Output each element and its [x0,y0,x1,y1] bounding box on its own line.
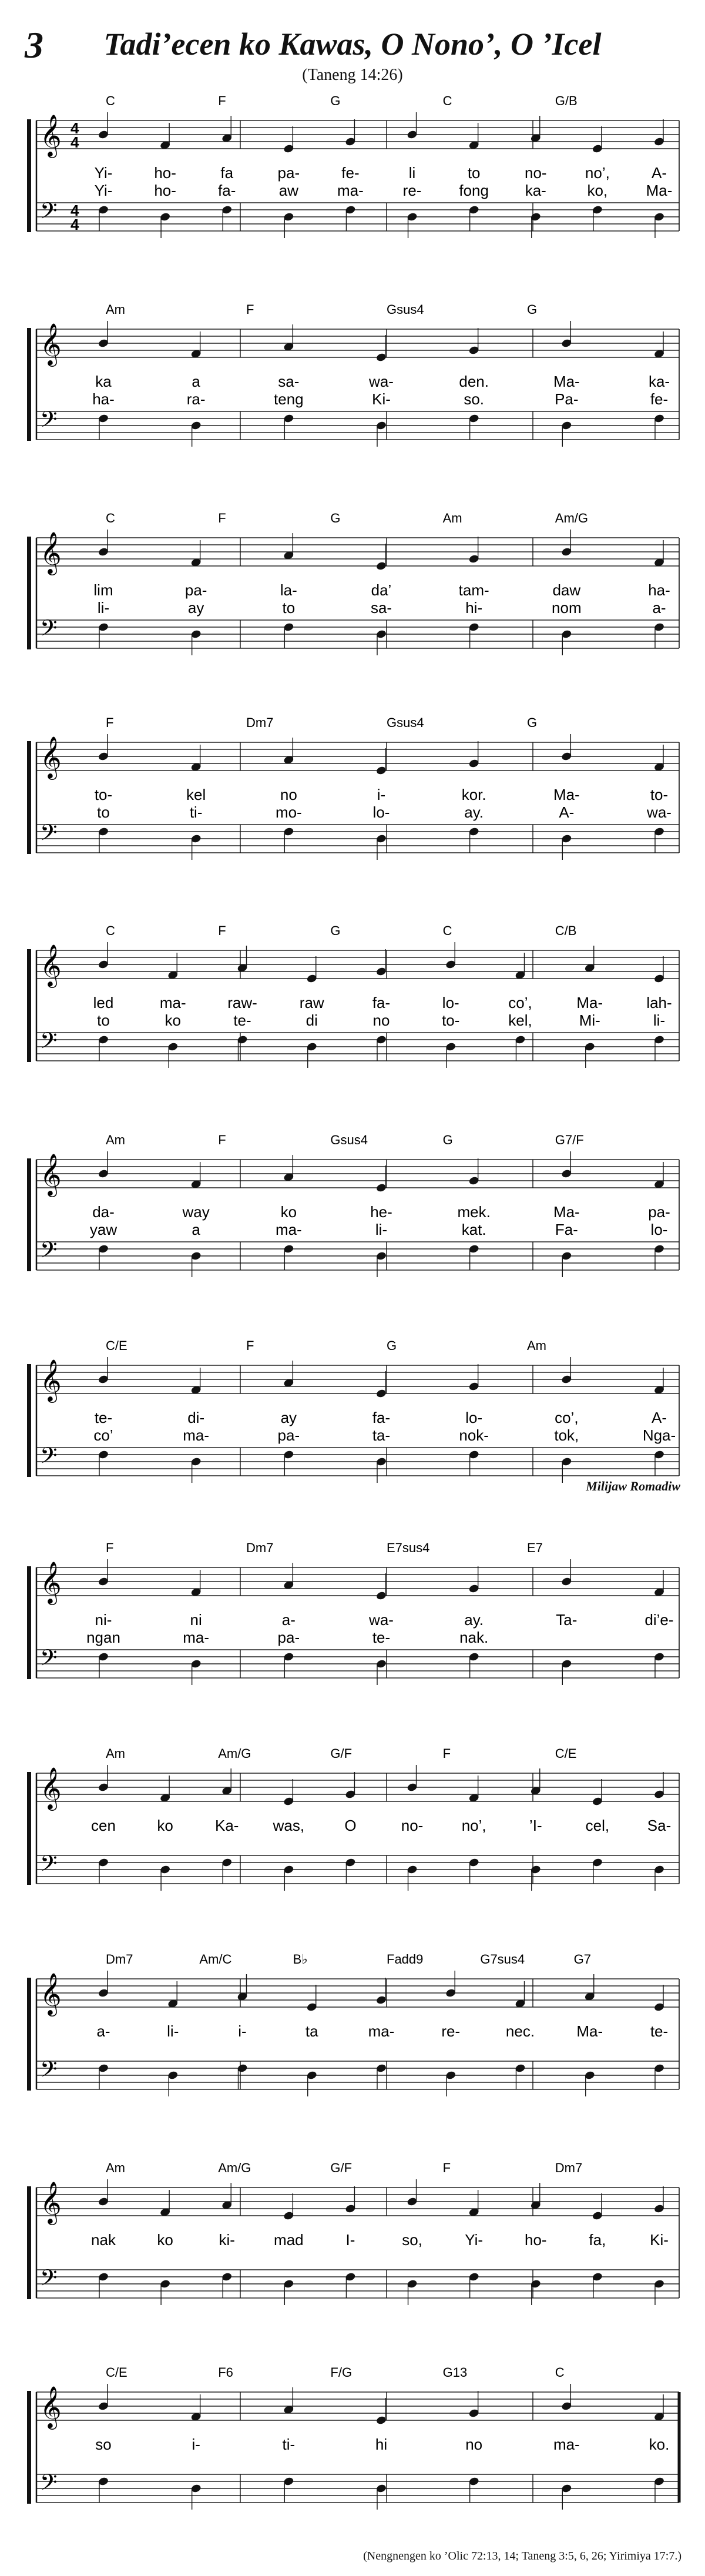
lyric-verse1: Sa- [647,1817,672,1834]
treble-clef: 𝄞 [40,324,62,364]
lyric-verse2: tok, [554,1426,579,1444]
bass-clef: 𝄢 [40,1237,58,1268]
treble-clef: 𝄞 [40,1974,62,2014]
treble-clef: 𝄞 [40,1562,62,1603]
bass-clef: 𝄢 [40,1645,58,1676]
lyric-verse1: ’I- [529,1817,542,1834]
lyric-verse1: ko [157,2231,173,2249]
lyric-verse2: lo- [650,1221,668,1238]
lyric-verse1: di’e- [644,1611,674,1629]
lyric-verse1: ay [280,1409,297,1426]
chord-symbol: G [330,511,341,525]
chord-symbol: C [106,511,115,525]
lyric-verse2: ma- [183,1629,210,1646]
lyric-verse1: wa- [369,373,394,390]
chord-symbol: F/G [330,2365,352,2380]
chord-symbol: G13 [442,2365,468,2380]
lyric-verse1: ni [190,1611,202,1629]
chord-symbol: C [442,923,452,938]
lyric-verse1: ki- [219,2231,235,2249]
treble-clef: 𝄞 [40,532,62,573]
hymn-number: 3 [25,24,43,66]
chord-symbol: C [442,93,452,108]
lyric-verse2: Fa- [555,1221,578,1238]
chord-symbol: F [246,1338,254,1353]
lyric-verse1: nec. [505,2022,535,2040]
chord-symbol: Am [442,511,462,525]
lyric-verse1: ma- [553,2436,580,2453]
chord-symbol: Am [106,1746,125,1761]
lyric-verse1: O [344,1817,357,1834]
music-system [24,2152,682,2332]
chord-symbol: G7 [573,1952,592,1967]
lyric-verse1: nak [91,2231,116,2249]
lyric-verse1: no- [401,1817,424,1834]
chord-symbol: E7sus4 [387,1540,430,1555]
lyric-verse2: Ma- [646,182,673,199]
chord-symbol: Am [106,302,125,317]
lyric-verse1: mek. [457,1203,491,1221]
chord-symbol: F [442,2160,451,2175]
lyric-verse2: re- [402,182,422,199]
lyric-verse1: Ma- [576,994,603,1011]
lyric-verse2: wa- [647,803,672,821]
lyric-verse1: no- [524,164,547,182]
chord-symbol: F [106,1540,114,1555]
chord-symbol: F [442,1746,451,1761]
lyric-verse1: Ma- [553,373,580,390]
lyric-verse2: kel, [508,1011,532,1029]
lyric-verse1: i- [238,2022,247,2040]
lyric-verse2: fe- [650,390,669,408]
lyric-verse2: teng [274,390,304,408]
chord-symbol: C/B [555,923,577,938]
lyric-verse1: led [93,994,114,1011]
music-system-staff [24,2152,682,2329]
chord-symbol: C/E [106,1338,127,1353]
lyric-verse1: raw- [227,994,257,1011]
lyric-verse2: ti- [189,803,203,821]
lyric-verse1: fa, [589,2231,606,2249]
lyric-verse1: lo- [442,994,459,1011]
lyric-verse1: te- [94,1409,113,1426]
lyric-verse2: Ki- [372,390,391,408]
lyric-verse2: pa- [277,1426,300,1444]
svg-text:4: 4 [70,202,79,219]
chord-symbol: Am [106,2160,125,2175]
lyric-verse1: a- [96,2022,110,2040]
chord-symbol: F [246,302,254,317]
chord-symbol: G [442,1133,453,1147]
lyric-verse2: to [97,1011,110,1029]
chord-symbol: C [106,923,115,938]
lyric-verse2: ho- [154,182,176,199]
lyric-verse1: Ma- [553,1203,580,1221]
lyric-verse1: so, [402,2231,422,2249]
lyric-verse1: da’ [371,581,392,599]
music-system [24,1124,682,1304]
lyric-verse1: ko. [649,2436,670,2453]
lyric-verse2: ngan [86,1629,120,1646]
music-system-staff [24,915,682,1091]
lyric-verse1: hi [375,2436,388,2453]
bass-clef: 𝄢 [40,2056,58,2087]
chord-symbol: Dm7 [246,715,274,730]
lyric-verse1: Yi- [465,2231,484,2249]
lyric-verse1: cen [91,1817,116,1834]
lyric-verse1: A- [652,1409,667,1426]
lyric-verse1: fe- [341,164,360,182]
lyric-verse1: so [95,2436,112,2453]
bass-clef: 𝄢 [40,1443,58,1473]
lyric-verse2: te- [372,1629,391,1646]
lyric-verse1: he- [370,1203,392,1221]
lyric-verse1: no’, [461,1817,486,1834]
lyric-verse1: pa- [184,581,207,599]
lyric-verse1: kel [186,786,206,803]
lyric-verse2: no [372,1011,390,1029]
lyric-verse1: a [192,373,200,390]
lyric-verse2: to [97,803,110,821]
chord-symbol: Am/G [218,2160,251,2175]
music-system [24,707,682,886]
lyric-verse2: li- [653,1011,666,1029]
music-system-staff [24,85,682,262]
footer-references: (Nengnengen ko ’Olic 72:13, 14; Taneng 3:5, 6, 26; Yirimiya 17:7.) [363,2550,682,2562]
bass-clef: 𝄢 [40,615,58,646]
chord-symbol: Am [527,1338,546,1353]
lyric-verse1: raw [299,994,324,1011]
music-system [24,1330,682,1509]
lyric-verse2: Yi- [94,182,113,199]
chord-symbol: G/B [555,93,578,108]
lyric-verse2: nak. [459,1629,489,1646]
lyric-verse1: was, [273,1817,305,1834]
chord-symbol: C [106,93,115,108]
bass-clef: 𝄢 [40,2470,58,2500]
music-system-staff [24,1738,682,1914]
lyric-verse2: to [282,599,296,617]
lyric-verse2: ra- [186,390,206,408]
treble-clef: 𝄞 [40,115,62,156]
lyric-verse2: mo- [275,803,302,821]
lyric-verse2: yaw [89,1221,118,1238]
lyric-verse1: fa- [372,994,391,1011]
lyric-verse2: ka- [525,182,546,199]
chord-symbol: Gsus4 [387,715,424,730]
lyric-verse2: pa- [277,1629,300,1646]
lyric-verse1: sa- [278,373,300,390]
bass-clef: 𝄢 [40,820,58,850]
chord-symbol: G [527,302,538,317]
lyric-verse1: ti- [282,2436,296,2453]
bass-clef: 𝄢 [40,1851,58,1881]
lyric-verse1: i- [377,786,386,803]
lyric-verse2: a [192,1221,200,1238]
chord-symbol: E7 [527,1540,543,1555]
lyric-verse1: no [465,2436,483,2453]
chord-symbol: Am/G [555,511,589,525]
music-system [24,915,682,1094]
music-system-staff [24,2357,682,2533]
lyric-verse1: li- [167,2022,179,2040]
lyric-verse2: ko [164,1011,181,1029]
lyric-verse2: aw [278,182,298,199]
chord-symbol: G/F [330,1746,352,1761]
svg-text:4: 4 [70,216,79,233]
chord-symbol: Gsus4 [387,302,424,317]
lyric-verse2: ay. [464,803,484,821]
treble-clef: 𝄞 [40,1154,62,1195]
music-system [24,503,682,682]
music-system-staff [24,1124,682,1301]
lyric-verse1: cel, [585,1817,610,1834]
lyric-verse1: re- [441,2022,461,2040]
chord-symbol: F [218,511,226,525]
chord-symbol: F [218,93,226,108]
lyric-verse1: Ka- [214,1817,239,1834]
bass-clef: 𝄢 [40,407,58,437]
lyric-verse2: nom [552,599,582,617]
chord-symbol: C/E [555,1746,577,1761]
lyric-verse1: to [467,164,481,182]
treble-clef: 𝄞 [40,945,62,986]
chord-symbol: C/E [106,2365,127,2380]
music-system [24,85,682,264]
lyric-verse1: lo- [465,1409,483,1426]
lyric-verse1: kor. [461,786,486,803]
lyric-verse1: no [280,786,297,803]
lyric-verse1: te- [650,2022,669,2040]
lyric-verse1: ha- [648,581,670,599]
lyric-verse2: li- [375,1221,388,1238]
chord-symbol: Fadd9 [387,1952,424,1967]
bass-clef: 𝄢 [40,2265,58,2296]
lyric-verse2: co’ [93,1426,113,1444]
lyric-verse2: fa- [218,182,236,199]
lyric-verse2: sa- [370,599,392,617]
lyric-verse1: i- [192,2436,200,2453]
lyric-verse1: ho- [154,164,176,182]
lyric-verse1: ko [157,1817,173,1834]
svg-text:4: 4 [70,119,79,137]
lyric-verse1: ho- [524,2231,547,2249]
chord-symbol: F [218,1133,226,1147]
lyric-verse1: tam- [458,581,489,599]
page-subtitle: (Taneng 14:26) [302,66,403,84]
chord-symbol: G7sus4 [480,1952,525,1967]
music-system-staff [24,1532,682,1709]
chord-symbol: Dm7 [106,1952,133,1967]
treble-clef: 𝄞 [40,2182,62,2223]
treble-clef: 𝄞 [40,2387,62,2427]
lyric-verse2: di [306,1011,318,1029]
lyric-verse1: Yi- [94,164,113,182]
chord-symbol: G [527,715,538,730]
lyric-verse1: ay. [464,1611,484,1629]
lyric-verse2: so. [464,390,485,408]
lyric-verse2: to- [442,1011,460,1029]
lyric-verse1: I- [345,2231,355,2249]
lyric-verse1: wa- [369,1611,394,1629]
lyric-verse2: te- [233,1011,251,1029]
chord-symbol: G [330,923,341,938]
lyric-verse2: Mi- [579,1011,600,1029]
lyric-verse1: ka [95,373,112,390]
lyric-verse1: Ma- [553,786,580,803]
lyric-verse1: fa- [372,1409,391,1426]
lyric-verse1: ko [280,1203,297,1221]
lyric-verse1: ka- [648,373,670,390]
composer-credit: Milijaw Romadiw [586,1479,680,1493]
lyric-verse2: a- [652,599,666,617]
lyric-verse2: ko, [587,182,608,199]
music-system-staff [24,503,682,679]
chord-symbol: Am [106,1133,125,1147]
treble-clef: 𝄞 [40,1360,62,1401]
lyric-verse1: den. [459,373,489,390]
lyric-verse2: A- [559,803,575,821]
lyric-verse1: da- [92,1203,115,1221]
lyric-verse2: hi- [465,599,483,617]
lyric-verse1: lah- [646,994,672,1011]
lyric-verse2: ta- [372,1426,391,1444]
chord-symbol: G7/F [555,1133,584,1147]
lyric-verse1: pa- [277,164,300,182]
chord-symbol: Am/C [199,1952,232,1967]
lyric-verse1: mad [274,2231,304,2249]
page-title: Tadi’ecen ko Kawas, O Nono’, O ’Icel [103,26,602,62]
chord-symbol: Gsus4 [330,1133,368,1147]
lyric-verse1: no’, [585,164,610,182]
lyric-verse1: daw [552,581,581,599]
chord-symbol: B♭ [293,1952,308,1967]
music-system-staff [24,707,682,883]
lyric-verse2: ma- [275,1221,302,1238]
lyric-verse1: Ki- [650,2231,669,2249]
lyric-verse1: co’, [555,1409,579,1426]
lyric-verse2: nok- [459,1426,489,1444]
chord-symbol: G/F [330,2160,352,2175]
treble-clef: 𝄞 [40,1768,62,1808]
chord-symbol: F [218,923,226,938]
lyric-verse2: ma- [337,182,364,199]
lyric-verse2: Pa- [555,390,579,408]
lyric-verse1: A- [652,164,667,182]
lyric-verse1: li [408,164,416,182]
music-system [24,1532,682,1711]
chord-symbol: Dm7 [246,1540,274,1555]
lyric-verse1: co’, [508,994,532,1011]
music-system-staff [24,1330,682,1506]
lyric-verse2: fong [459,182,489,199]
lyric-verse1: ma- [159,994,186,1011]
music-system [24,294,682,473]
lyric-verse2: lo- [372,803,390,821]
lyric-verse1: ma- [368,2022,395,2040]
chord-symbol: G [330,93,341,108]
lyric-verse2: ma- [183,1426,210,1444]
chord-symbol: F [106,715,114,730]
bass-clef: 𝄢 [40,1028,58,1058]
lyric-verse1: to- [94,786,113,803]
lyric-verse1: ta [305,2022,318,2040]
lyric-verse2: ay [187,599,204,617]
lyric-verse1: fa [220,164,234,182]
lyric-verse2: kat. [461,1221,486,1238]
treble-clef: 𝄞 [40,737,62,778]
chord-symbol: C [555,2365,565,2380]
lyric-verse2: li- [97,599,110,617]
chord-symbol: G [387,1338,397,1353]
lyric-verse1: a- [281,1611,296,1629]
lyric-verse1: la- [280,581,297,599]
lyric-verse1: way [182,1203,210,1221]
lyric-verse1: ni- [95,1611,112,1629]
lyric-verse1: Ma- [576,2022,603,2040]
svg-text:4: 4 [70,133,79,151]
lyric-verse1: Ta- [556,1611,578,1629]
music-system-staff [24,1944,682,2120]
lyric-verse1: pa- [648,1203,670,1221]
lyric-verse1: lim [93,581,113,599]
lyric-verse2: Nga- [642,1426,676,1444]
chord-symbol: Dm7 [555,2160,583,2175]
chord-symbol: F6 [218,2365,233,2380]
lyric-verse1: di- [187,1409,205,1426]
music-system [24,1944,682,2123]
lyric-verse2: ha- [92,390,115,408]
music-system-staff [24,294,682,470]
chord-symbol: Am/G [218,1746,251,1761]
lyric-verse1: to- [650,786,669,803]
music-system [24,1738,682,1917]
music-system [24,2357,682,2536]
bass-clef: 𝄢 [40,198,58,229]
